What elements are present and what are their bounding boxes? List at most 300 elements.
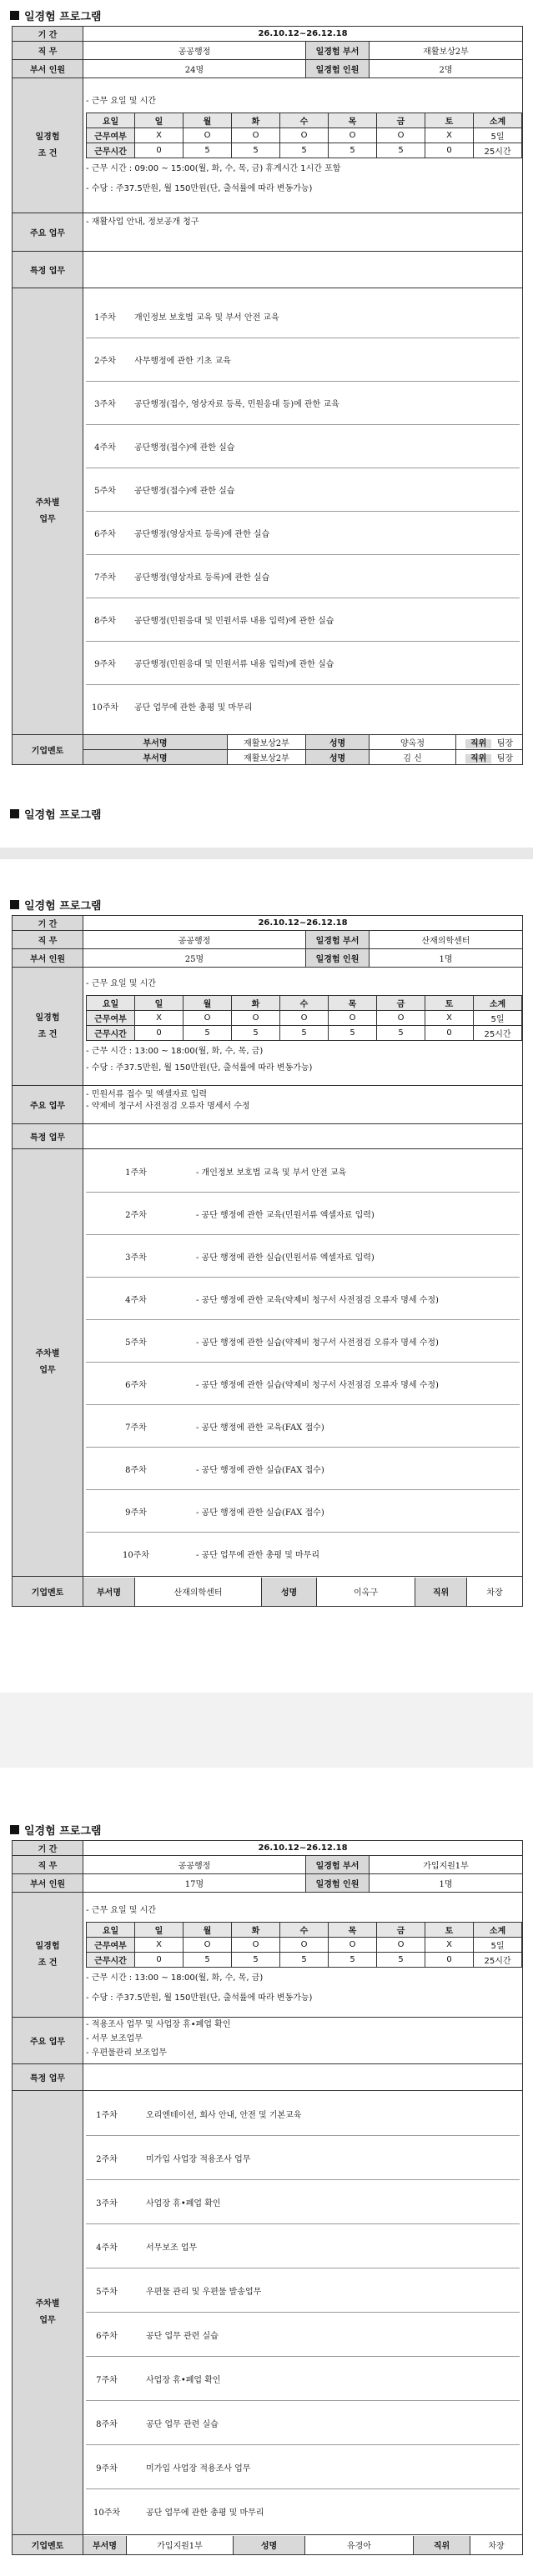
week-task: 공단행정(영상자료 등록)에 관한 실습 — [134, 573, 270, 583]
special-duty-cell — [83, 252, 523, 288]
mentor-dept-label: 부서명 — [83, 750, 228, 765]
week-task: - 공단 행정에 관한 실습(약제비 청구서 사전점검 오류자 명세 수정) — [196, 1380, 439, 1390]
special-duty-cell — [83, 1124, 523, 1149]
section-title-text: 일경험 프로그램 — [24, 10, 102, 23]
week-row — [86, 1320, 520, 1363]
section-title-text: 일경험 프로그램 — [24, 808, 102, 822]
main-duty-label: 주요 업무 — [13, 2018, 83, 2064]
schedule-header-cell: 월 — [184, 996, 232, 1011]
week-task: 공단 업무 관련 실습 — [146, 2331, 219, 2341]
week-number: 8주차 — [96, 2419, 118, 2429]
week-row — [86, 382, 520, 425]
week-number: 8주차 — [94, 616, 116, 626]
staff-label: 부서 인원 — [13, 60, 83, 78]
schedule-cell: 근무시간 — [87, 1953, 135, 1968]
schedule-header-cell: 수 — [280, 996, 329, 1011]
week-row — [86, 338, 520, 382]
weekly-label: 주차별 업무 — [13, 288, 83, 735]
week-task: - 공단 행정에 관한 교육(민원서류 엑셀자료 입력) — [196, 1210, 375, 1220]
schedule-cell: 5 — [377, 1953, 425, 1968]
mentor-label: 기업멘토 — [13, 1577, 83, 1607]
week-number: 5주차 — [96, 2287, 118, 2297]
schedule-cell: 0 — [425, 143, 474, 158]
week-task: 개인정보 보호법 교육 및 부서 안전 교육 — [134, 313, 279, 323]
schedule-cell: O — [329, 1938, 377, 1953]
week-row — [86, 425, 520, 468]
staff-value: 24명 — [83, 60, 306, 78]
schedule-cell: O — [232, 128, 280, 143]
week-row — [86, 1150, 520, 1193]
week-number: 5주차 — [94, 486, 116, 496]
schedule-cell: 25시간 — [474, 1026, 522, 1041]
week-task: 공단행정(접수, 영상자료 등록, 민원응대 등)에 관한 교육 — [134, 399, 339, 409]
week-task: - 공단 업무에 관한 총평 및 마무리 — [196, 1551, 320, 1560]
dept-value: 가입지원1부 — [370, 1856, 523, 1874]
mentor-pos: 차장 — [488, 2542, 505, 2551]
mentor-row — [83, 2535, 523, 2555]
schedule-table — [86, 113, 522, 158]
schedule-cell: O — [377, 1938, 425, 1953]
schedule-row — [87, 128, 522, 143]
schedule-header-cell: 월 — [184, 113, 232, 128]
special-duty-cell — [83, 2064, 523, 2091]
mentor-dept-label: 부서명 — [83, 735, 228, 750]
schedule-cell: X — [135, 1011, 184, 1026]
schedule-cell: 5 — [329, 143, 377, 158]
conditions-hours: - 근무 시간 : 13:00 ~ 18:00(월, 화, 수, 목, 금) — [86, 1973, 264, 1983]
week-number: 4주차 — [96, 2243, 118, 2253]
week-row — [86, 2136, 520, 2180]
week-task: 오리엔테이션, 회사 안내, 안전 및 기본교육 — [146, 2110, 302, 2120]
staff-value: 25명 — [83, 949, 306, 968]
conditions-pay: - 수당 : 주37.5만원, 월 150만원(단, 출석률에 따라 변동가능) — [86, 1993, 313, 2003]
mentor-name-label: 성명 — [234, 2536, 305, 2554]
week-row — [86, 2401, 520, 2445]
week-number: 8주차 — [125, 1465, 147, 1475]
week-number: 3주차 — [96, 2198, 118, 2208]
week-task: 사업장 휴•폐업 확인 — [146, 2198, 221, 2208]
schedule-header-cell: 토 — [425, 1923, 474, 1938]
schedule-cell: X — [135, 1938, 184, 1953]
week-number: 1주차 — [94, 313, 116, 323]
schedule-header-cell: 일 — [135, 996, 184, 1011]
week-number: 2주차 — [94, 356, 116, 366]
week-task: - 공단 행정에 관한 실습(약제비 청구서 사전점검 오류자 명세 수정) — [196, 1338, 439, 1348]
mentor-dept-label: 부서명 — [83, 2536, 127, 2554]
schedule-header-cell: 목 — [329, 113, 377, 128]
week-task: - 공단 행정에 관한 교육(FAX 접수) — [196, 1423, 324, 1433]
schedule-cell: 5 — [377, 1026, 425, 1041]
interns-label: 일경험 인원 — [306, 1874, 370, 1893]
schedule-cell: 0 — [425, 1026, 474, 1041]
mentor-pos-label: 직위 — [465, 754, 491, 763]
program-table-2 — [12, 915, 523, 1607]
week-number: 9주차 — [125, 1508, 147, 1518]
page-gap — [0, 848, 533, 859]
week-number: 4주차 — [125, 1295, 147, 1305]
week-number: 9주차 — [94, 659, 116, 669]
duty-value: 공공행정 — [83, 42, 306, 60]
interns-value: 1명 — [370, 949, 523, 968]
main-duty-cell — [83, 2018, 523, 2064]
section-title-text: 일경험 프로그램 — [24, 899, 102, 913]
interns-label: 일경험 인원 — [306, 949, 370, 968]
schedule-cell: 5일 — [474, 1938, 522, 1953]
schedule-header-cell: 목 — [329, 996, 377, 1011]
weekly-cell — [83, 2091, 523, 2535]
week-task: 미가입 사업장 적용조사 업무 — [146, 2463, 251, 2473]
schedule-header-cell: 요일 — [87, 1923, 135, 1938]
schedule-header-cell: 금 — [377, 1923, 425, 1938]
week-task: 서무보조 업무 — [146, 2243, 198, 2253]
mentor-pos-label: 직위 — [414, 2536, 470, 2554]
schedule-header-cell: 요일 — [87, 996, 135, 1011]
schedule-cell: 5 — [184, 1953, 232, 1968]
schedule-cell: 5 — [280, 1953, 329, 1968]
week-number: 1주차 — [125, 1168, 147, 1178]
staff-value: 17명 — [83, 1874, 306, 1893]
interns-value: 2명 — [370, 60, 523, 78]
week-row — [86, 1193, 520, 1235]
schedule-header-cell: 화 — [232, 113, 280, 128]
week-row — [86, 1533, 520, 1575]
square-bullet-icon — [10, 900, 19, 909]
section-title-text: 일경험 프로그램 — [24, 1824, 102, 1838]
program-table-3 — [12, 1840, 523, 2555]
schedule-cell: X — [425, 1938, 474, 1953]
mentor-name: 유경아 — [305, 2536, 414, 2554]
mentor-pos-value: 팀장 — [496, 739, 514, 748]
conditions-intro: - 근무 요일 및 시간 — [86, 97, 156, 106]
schedule-header-cell: 소계 — [474, 113, 522, 128]
schedule-header-row — [87, 113, 522, 128]
week-number: 6주차 — [94, 529, 116, 539]
schedule-cell: O — [184, 1938, 232, 1953]
dept-label: 일경험 부서 — [306, 1856, 370, 1874]
section-1-title — [10, 7, 101, 23]
section-3-title — [10, 1821, 101, 1838]
schedule-header-cell: 금 — [377, 996, 425, 1011]
schedule-cell: 25시간 — [474, 143, 522, 158]
mentor-pos-label: 직위 — [465, 739, 491, 748]
mentor-pos — [456, 750, 523, 765]
week-task: - 공단 행정에 관한 실습(FAX 접수) — [196, 1508, 324, 1518]
schedule-row — [87, 143, 522, 158]
week-row — [86, 2180, 520, 2224]
week-number: 1주차 — [96, 2110, 118, 2120]
schedule-cell: 5 — [184, 1026, 232, 1041]
schedule-cell: 5 — [280, 143, 329, 158]
schedule-cell: O — [377, 128, 425, 143]
week-task: - 개인정보 보호법 교육 및 부서 안전 교육 — [196, 1168, 347, 1178]
schedule-header-cell: 토 — [425, 113, 474, 128]
period-label: 기 간 — [13, 27, 83, 42]
week-number: 7주차 — [96, 2375, 118, 2385]
schedule-cell: O — [280, 1938, 329, 1953]
week-row — [86, 1363, 520, 1405]
week-number: 3주차 — [94, 399, 116, 409]
schedule-cell: O — [184, 128, 232, 143]
duty-label: 직 무 — [13, 931, 83, 949]
schedule-cell: 5 — [280, 1026, 329, 1041]
week-task: 공단행정(민원응대 및 민원서류 내용 입력)에 관한 실습 — [134, 659, 334, 669]
mentor-pos-value: 팀장 — [496, 754, 514, 763]
section-2-title — [10, 896, 101, 913]
week-number: 2주차 — [125, 1210, 147, 1220]
week-row — [86, 2313, 520, 2357]
schedule-header-cell: 소계 — [474, 996, 522, 1011]
schedule-header-cell: 금 — [377, 113, 425, 128]
period-label: 기 간 — [13, 1841, 83, 1856]
schedule-cell: 5 — [184, 143, 232, 158]
schedule-header-row — [87, 1923, 522, 1938]
schedule-cell: 5일 — [474, 1011, 522, 1026]
schedule-cell: 0 — [135, 143, 184, 158]
weekly-label: 주차별 업무 — [13, 1149, 83, 1577]
conditions-label: 일경험 조 건 — [13, 1893, 83, 2018]
schedule-cell: 5 — [232, 1953, 280, 1968]
schedule-cell: O — [329, 128, 377, 143]
schedule-row — [87, 1026, 522, 1041]
conditions-hours: - 근무 시간 : 13:00 ~ 18:00(월, 화, 수, 목, 금) — [86, 1047, 264, 1056]
schedule-header-cell: 수 — [280, 113, 329, 128]
mentor-name: 양옥정 — [370, 735, 456, 750]
period-value: 26.10.12~26.12.18 — [83, 27, 523, 42]
week-row — [86, 598, 520, 642]
schedule-cell: O — [184, 1011, 232, 1026]
schedule-header-cell: 요일 — [87, 113, 135, 128]
mentor-dept: 재활보상2부 — [228, 750, 306, 765]
week-task: 공단 업무에 관한 총평 및 마무리 — [146, 2508, 264, 2518]
mentor-dept-label: 부서명 — [83, 1578, 135, 1606]
week-row — [86, 642, 520, 685]
week-task: 사무행정에 관한 기초 교육 — [134, 356, 231, 366]
mentor-pos-label: 직위 — [415, 1578, 467, 1606]
period-value: 26.10.12~26.12.18 — [83, 1841, 523, 1856]
schedule-row — [87, 1011, 522, 1026]
schedule-cell: 5일 — [474, 128, 522, 143]
week-row — [86, 555, 520, 598]
schedule-cell: 근무여부 — [87, 1011, 135, 1026]
schedule-cell: O — [232, 1011, 280, 1026]
week-task: 공단행정(영상자료 등록)에 관한 실습 — [134, 529, 270, 539]
duty-value: 공공행정 — [83, 1856, 306, 1874]
main-duty-line: - 민원서류 접수 및 엑셀자료 입력 — [86, 1090, 208, 1099]
staff-label: 부서 인원 — [13, 949, 83, 968]
main-duty-label: 주요 업무 — [13, 213, 83, 252]
square-bullet-icon — [10, 11, 19, 20]
week-row — [86, 2092, 520, 2136]
schedule-cell: O — [280, 1011, 329, 1026]
mentor-name-label: 성명 — [306, 735, 370, 750]
staff-label: 부서 인원 — [13, 1874, 83, 1893]
mentor-label: 기업멘토 — [13, 2535, 83, 2555]
duty-value: 공공행정 — [83, 931, 306, 949]
mentor-dept: 산재의학센터 — [135, 1578, 262, 1606]
schedule-cell: O — [280, 128, 329, 143]
mentor-dept: 재활보상2부 — [228, 735, 306, 750]
schedule-cell: 5 — [329, 1026, 377, 1041]
week-row — [86, 685, 520, 728]
week-row — [86, 1235, 520, 1278]
week-number: 7주차 — [125, 1423, 147, 1433]
week-number: 3주차 — [125, 1253, 147, 1263]
special-duty-label: 특정 업무 — [13, 2064, 83, 2091]
square-bullet-icon — [10, 1825, 19, 1834]
conditions-intro: - 근무 요일 및 시간 — [86, 1906, 156, 1915]
weekly-cell — [83, 1149, 523, 1577]
schedule-header-cell: 일 — [135, 1923, 184, 1938]
conditions-cell — [83, 1893, 523, 2018]
schedule-header-cell: 수 — [280, 1923, 329, 1938]
schedule-cell: 5 — [329, 1953, 377, 1968]
schedule-cell: 0 — [425, 1953, 474, 1968]
conditions-intro: - 근무 요일 및 시간 — [86, 979, 156, 988]
main-duty-label: 주요 업무 — [13, 1086, 83, 1124]
interns-label: 일경험 인원 — [306, 60, 370, 78]
mentor-pos: 차장 — [486, 1588, 503, 1598]
main-duty-line: - 적용조사 업무 및 사업장 휴•폐업 확인 — [86, 2020, 231, 2029]
week-number: 6주차 — [96, 2331, 118, 2341]
section-1-repeat-title — [10, 805, 101, 822]
schedule-cell: O — [329, 1011, 377, 1026]
conditions-cell — [83, 968, 523, 1086]
schedule-table — [86, 995, 522, 1041]
week-task: 공단행정(접수)에 관한 실습 — [134, 443, 235, 453]
week-row — [86, 1448, 520, 1490]
week-number: 6주차 — [125, 1380, 147, 1390]
week-task: 우편물 관리 및 우편물 발송업무 — [146, 2287, 262, 2297]
week-row — [86, 1490, 520, 1533]
week-task: 공단 업무 관련 실습 — [146, 2419, 219, 2429]
schedule-cell: 근무시간 — [87, 1026, 135, 1041]
main-duty-line: - 재활사업 안내, 정보공개 청구 — [86, 218, 199, 227]
mentor-name: 이옥구 — [317, 1578, 415, 1606]
weekly-cell — [83, 288, 523, 735]
schedule-cell: 근무여부 — [87, 1938, 135, 1953]
special-duty-label: 특정 업무 — [13, 1124, 83, 1149]
interns-value: 1명 — [370, 1874, 523, 1893]
schedule-cell: O — [232, 1938, 280, 1953]
mentor-name-label: 성명 — [306, 750, 370, 765]
schedule-cell: 근무시간 — [87, 143, 135, 158]
schedule-cell: 5 — [232, 143, 280, 158]
week-number: 10주차 — [122, 1551, 150, 1560]
schedule-cell: X — [135, 128, 184, 143]
week-row — [86, 2445, 520, 2489]
week-task: 공단행정(민원응대 및 민원서류 내용 입력)에 관한 실습 — [134, 616, 334, 626]
dept-value: 재활보상2부 — [370, 42, 523, 60]
conditions-pay: - 수당 : 주37.5만원, 월 150만원(단, 출석률에 따라 변동가능) — [86, 1063, 313, 1073]
schedule-cell: 근무여부 — [87, 128, 135, 143]
period-value: 26.10.12~26.12.18 — [83, 916, 523, 931]
week-row — [86, 295, 520, 338]
schedule-header-cell: 월 — [184, 1923, 232, 1938]
dept-label: 일경험 부서 — [306, 42, 370, 60]
mentor-pos — [456, 735, 523, 750]
mentor-name-label: 성명 — [262, 1578, 317, 1606]
schedule-header-cell: 목 — [329, 1923, 377, 1938]
duty-label: 직 무 — [13, 1856, 83, 1874]
schedule-row — [87, 1938, 522, 1953]
week-task: - 공단 행정에 관한 교육(약제비 청구서 사전점검 오류자 명세 수정) — [196, 1295, 439, 1305]
week-row — [86, 1278, 520, 1320]
program-table-1 — [12, 26, 523, 765]
conditions-label: 일경험 조 건 — [13, 78, 83, 213]
main-duty-line: - 우편물관리 보조업무 — [86, 2048, 167, 2058]
special-duty-label: 특정 업무 — [13, 252, 83, 288]
week-row — [86, 2489, 520, 2533]
schedule-cell: 5 — [232, 1026, 280, 1041]
week-number: 10주차 — [93, 2508, 121, 2518]
week-number: 9주차 — [96, 2463, 118, 2473]
main-duty-line: - 약제비 청구서 사전점검 오류자 명세서 수정 — [86, 1102, 250, 1111]
schedule-header-cell: 일 — [135, 113, 184, 128]
schedule-header-cell: 토 — [425, 996, 474, 1011]
week-number: 5주차 — [125, 1338, 147, 1348]
week-row — [86, 468, 520, 512]
main-duty-line: - 서무 보조업무 — [86, 2034, 143, 2043]
week-row — [86, 2268, 520, 2313]
week-row — [86, 1405, 520, 1448]
schedule-header-cell: 화 — [232, 996, 280, 1011]
week-number: 2주차 — [96, 2154, 118, 2164]
week-number: 7주차 — [94, 573, 116, 583]
week-row — [86, 2224, 520, 2268]
conditions-label: 일경험 조 건 — [13, 968, 83, 1086]
schedule-cell: 0 — [135, 1953, 184, 1968]
conditions-cell — [83, 78, 523, 213]
week-row — [86, 2357, 520, 2401]
schedule-header-cell: 소계 — [474, 1923, 522, 1938]
schedule-table — [86, 1922, 522, 1968]
schedule-cell: X — [425, 128, 474, 143]
page-gap — [0, 1693, 533, 1768]
week-task: - 공단 행정에 관한 실습(FAX 접수) — [196, 1465, 324, 1475]
week-task: 사업장 휴•폐업 확인 — [146, 2375, 221, 2385]
schedule-row — [87, 1953, 522, 1968]
main-duty-cell — [83, 213, 523, 252]
dept-value: 산재의학센터 — [370, 931, 523, 949]
schedule-header-row — [87, 996, 522, 1011]
schedule-cell: O — [377, 1011, 425, 1026]
week-task: - 공단 행정에 관한 실습(민원서류 엑셀자료 입력) — [196, 1253, 375, 1263]
schedule-cell: 25시간 — [474, 1953, 522, 1968]
conditions-hours: - 근무 시간 : 09:00 ~ 15:00(월, 화, 수, 목, 금) 휴게시간 1시간 포함 — [86, 164, 341, 173]
duty-label: 직 무 — [13, 42, 83, 60]
week-task: 미가입 사업장 적용조사 업무 — [146, 2154, 251, 2164]
mentor-name: 김 신 — [370, 750, 456, 765]
mentor-label: 기업멘토 — [13, 735, 83, 765]
period-label: 기 간 — [13, 916, 83, 931]
weekly-label: 주차별 업무 — [13, 2091, 83, 2535]
dept-label: 일경험 부서 — [306, 931, 370, 949]
mentor-dept: 가입지원1부 — [127, 2536, 234, 2554]
square-bullet-icon — [10, 809, 19, 818]
schedule-cell: 5 — [377, 143, 425, 158]
week-number: 10주차 — [91, 703, 119, 713]
schedule-cell: 0 — [135, 1026, 184, 1041]
conditions-pay: - 수당 : 주37.5만원, 월 150만원(단, 출석률에 따라 변동가능) — [86, 184, 313, 193]
schedule-header-cell: 화 — [232, 1923, 280, 1938]
main-duty-cell — [83, 1086, 523, 1124]
week-row — [86, 512, 520, 555]
mentor-row — [83, 1577, 523, 1607]
week-number: 4주차 — [94, 443, 116, 453]
week-task: 공단행정(접수)에 관한 실습 — [134, 486, 235, 496]
week-task: 공단 업무에 관한 총평 및 마무리 — [134, 703, 253, 713]
schedule-cell: X — [425, 1011, 474, 1026]
